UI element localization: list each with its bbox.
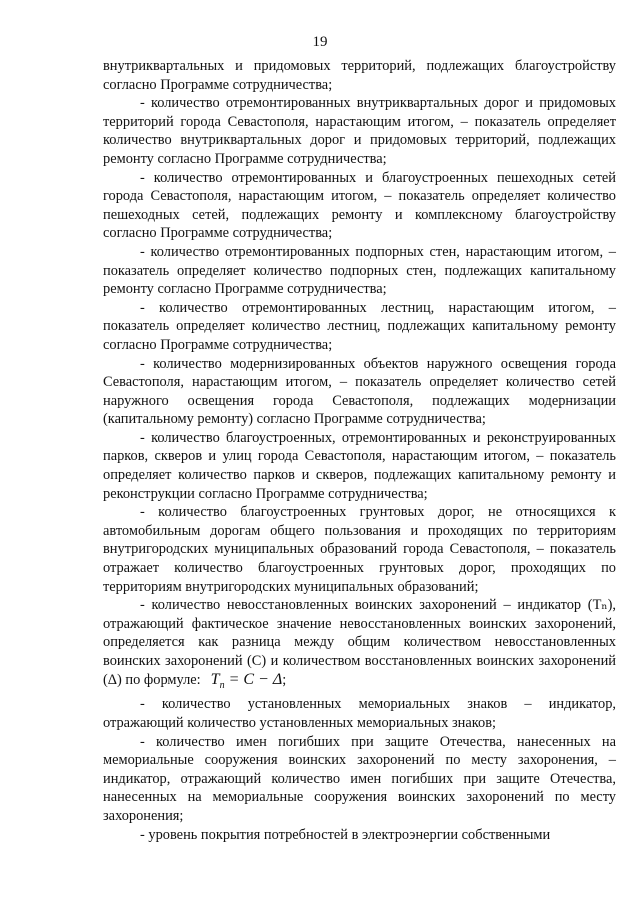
paragraph-retaining-walls: - количество отремонтированных подпорных стен, нарастающим итогом, – показатель определяет количество подпорных стен, подлежащих капитальному ремонту согласно Программе сотрудничества;: [103, 243, 616, 298]
war-graves-text: - количество невосстановленных воинских захоронений – индикатор (Tₙ), отражающий фактическое значение невосстановленных воинских захоронений, определяется как разница между общим количеством невосстановленных воинских захоронений (С) и количеством восстановленных воинских захоронений (Δ) по формуле:: [103, 597, 616, 688]
paragraph-memorial-signs: - количество установленных мемориальных знаков – индикатор, отражающий количество установленных мемориальных знаков;: [103, 696, 616, 731]
paragraph-stairs: - количество отремонтированных лестниц, нарастающим итогом, – показатель определяет количество лестниц, подлежащих капитальному ремонту согласно Программе сотрудничества;: [103, 299, 616, 353]
formula: [210, 670, 283, 691]
paragraph-roads: - количество отремонтированных внутриквартальных дорог и придомовых территорий города Севастополя, нарастающим итогом, – показатель определяет количество внутриквартальных дорог и придомовых территорий, подлежащих ремонту согласно Программе сотрудничества;: [103, 95, 616, 167]
paragraph-street-lighting: - количество модернизированных объектов наружного освещения города Севастополя, нарастающим итогом, – показатель определяет количество сетей наружного освещения города Севастополя, подлежащих модернизации (капитальному ремонту) согласно Программе сотрудничества;: [103, 355, 616, 428]
formula-end: ;: [282, 671, 287, 688]
paragraph-dirt-roads: - количество благоустроенных грунтовых дорог, не относящихся к автомобильным дорогам общего пользования и проходящих по территориям внутригородских муниципальных образований города Севастополя, – показатель отражает количество благоустроенных грунтовых дорог, проходящих по территориям внутригородских муниципальных образований;: [103, 504, 616, 595]
paragraph-names-of-fallen: - количество имен погибших при защите Отечества, нанесенных на мемориальные сооружения воинских захоронений по месту захоронения, – индикатор, отражающий количество имен погибших при защите Отечества, нанесенных на мемориальные сооружения воинских захоронений по месту захоронения;: [103, 733, 616, 824]
paragraph-parks: - количество благоустроенных, отремонтированных и реконструированных парков, скверов и улиц города Севастополя, нарастающим итогом, – показатель определяет количество парков и скверов, подлежащих капитальному ремонту и реконструкции согласно Программе сотрудничества;: [103, 429, 616, 502]
paragraph-pedestrian-networks: - количество отремонтированных и благоустроенных пешеходных сетей города Севастополя, нарастающим итогом, – показатель определяет количество пешеходных сетей, подлежащих ремонту и комплексному благоустройству согласно Программе сотрудничества;: [103, 169, 616, 242]
page-number: 19: [312, 34, 328, 50]
paragraph-war-graves: [103, 596, 616, 695]
paragraph-continuation: внутриквартальных и придомовых территорий, подлежащих благоустройству согласно Программе сотрудничества;: [103, 58, 616, 93]
document-body: [103, 57, 616, 844]
formula-rhs: = C − Δ: [224, 670, 283, 688]
formula-subscript: n: [219, 679, 225, 691]
paragraph-electricity: - уровень покрытия потребностей в электроэнергии собственными: [140, 826, 551, 843]
formula-lhs: T: [210, 670, 220, 688]
